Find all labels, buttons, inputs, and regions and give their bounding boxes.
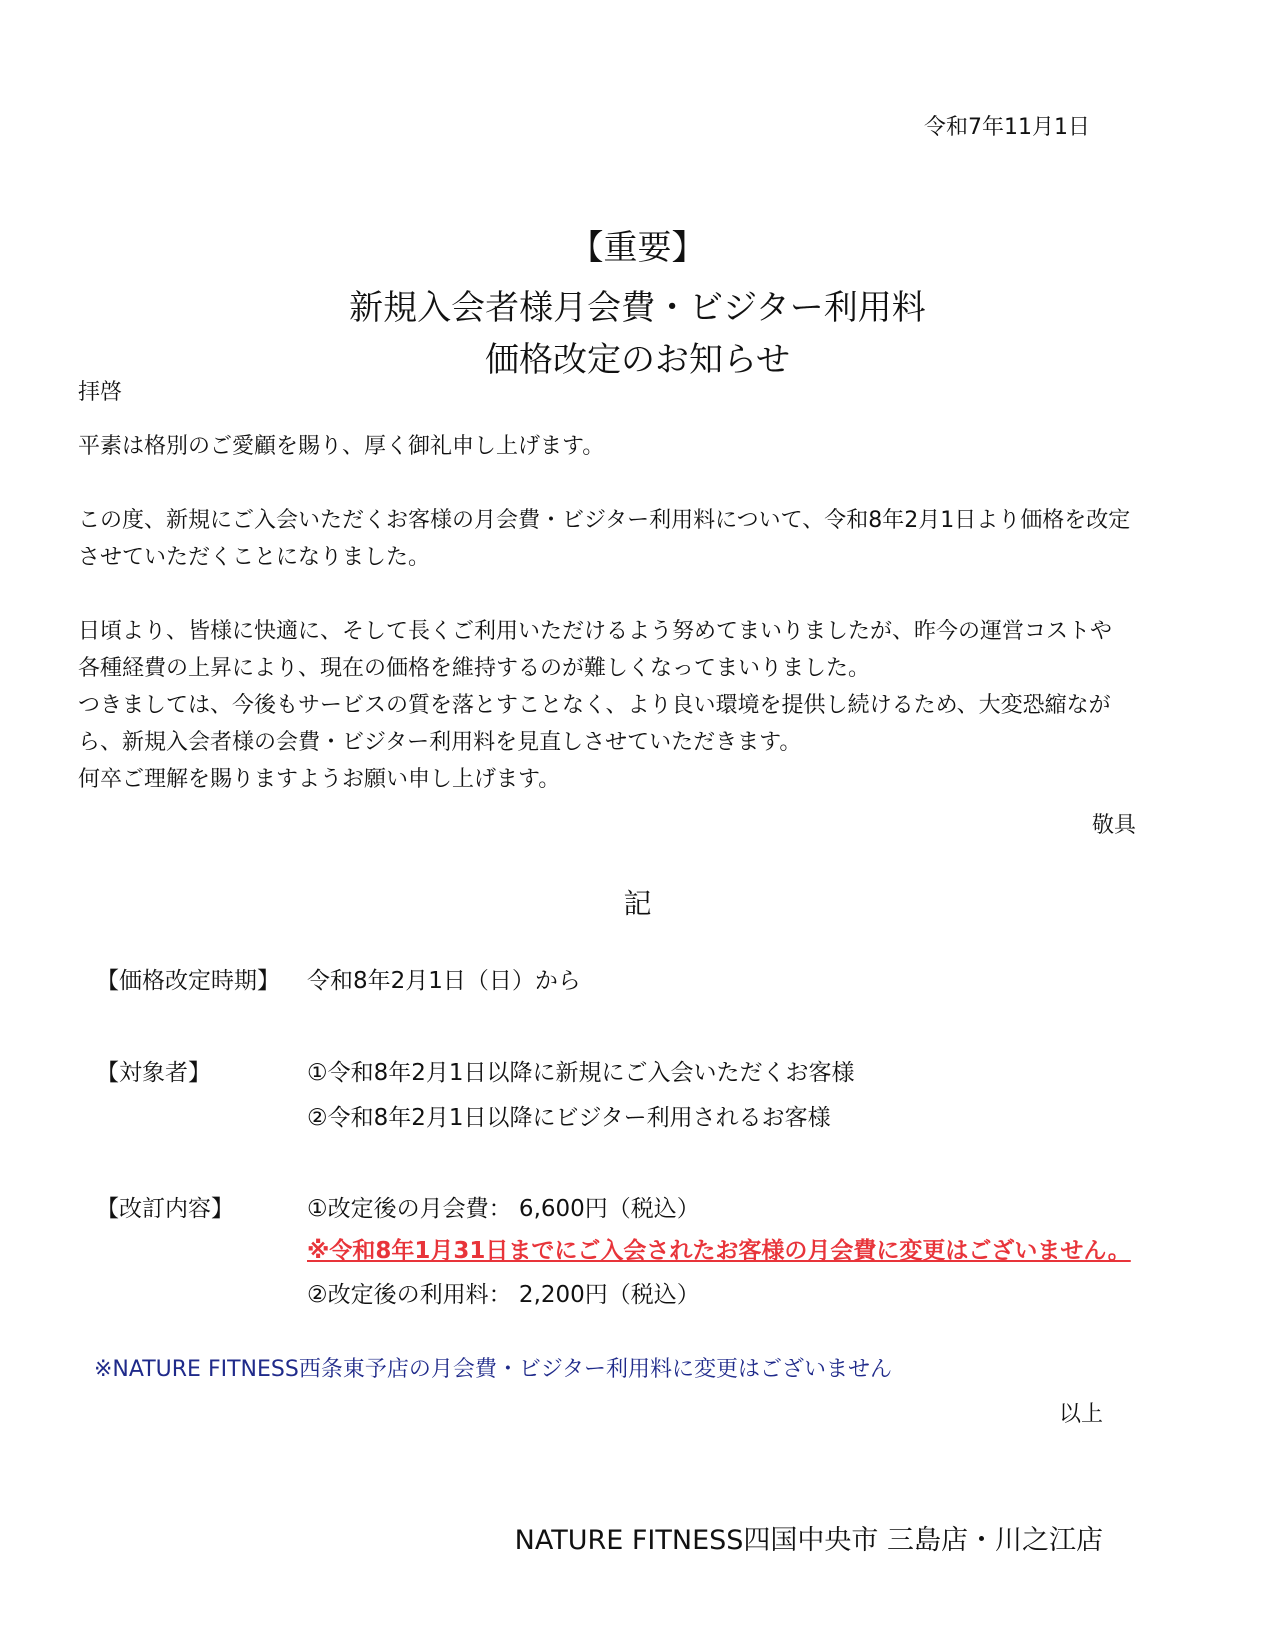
- target-item-new-members: ①令和8年2月1日以降に新規にご入会いただくお客様: [307, 1060, 855, 1086]
- announcement-paragraph: [78, 502, 1130, 576]
- title-sub: 価格改定のお知らせ: [485, 340, 790, 380]
- details-heading: 記: [623, 887, 652, 920]
- reason-line: 何卒ご理解を賜りますようお願い申し上げます。: [78, 767, 561, 792]
- reason-line: 各種経費の上昇により、現在の価格を維持するのが難しくなってまいりました。: [78, 656, 871, 681]
- content-visitor-fee: ②改定後の利用料： 2,200円（税込）: [307, 1282, 700, 1308]
- reason-line: 日頃より、皆様に快適に、そして長くご利用いただけるよう努めてまいりましたが、昨今の運営コストや: [78, 619, 1113, 644]
- greeting-paragraph: 平素は格別のご愛顧を賜り、厚く御礼申し上げます。: [78, 434, 605, 459]
- content-warning-note: ※令和8年1月31日までにご入会されたお客様の月会費に変更はございません。: [307, 1238, 1131, 1264]
- closing: 敬具: [1091, 813, 1136, 838]
- reason-paragraph: [78, 613, 1112, 798]
- announcement-line: させていただくことになりました。: [78, 545, 431, 570]
- target-item-visitors: ②令和8年2月1日以降にビジター利用されるお客様: [307, 1105, 831, 1131]
- signature: NATURE FITNESS四国中央市 三島店・川之江店: [514, 1525, 1103, 1556]
- announcement-line: この度、新規にご入会いただくお客様の月会費・ビジター利用料について、令和8年2月1日より価格を改定: [78, 508, 1131, 533]
- period-value: 令和8年2月1日（日）から: [307, 968, 581, 994]
- store-exception-note: ※NATURE FITNESS西条東予店の月会費・ビジター利用料に変更はございません: [94, 1357, 892, 1382]
- salutation: 拝啓: [78, 380, 123, 405]
- reason-line: つきましては、今後もサービスの質を落とすことなく、より良い環境を提供し続けるため、大変恐縮なが: [78, 693, 1111, 718]
- title-main: 新規入会者様月会費・ビジター利用料: [349, 288, 926, 328]
- document-date: 令和7年11月1日: [924, 115, 1090, 140]
- content-label: 【改訂内容】: [96, 1196, 234, 1222]
- target-label: 【対象者】: [96, 1060, 211, 1086]
- reason-line: ら、新規入会者様の会費・ビジター利用料を見直しさせていただきます。: [78, 730, 802, 755]
- title-important: 【重要】: [569, 228, 706, 268]
- end-mark: 以上: [1058, 1402, 1103, 1427]
- period-label: 【価格改定時期】: [96, 968, 280, 994]
- content-monthly-fee: ①改定後の月会費： 6,600円（税込）: [307, 1196, 700, 1222]
